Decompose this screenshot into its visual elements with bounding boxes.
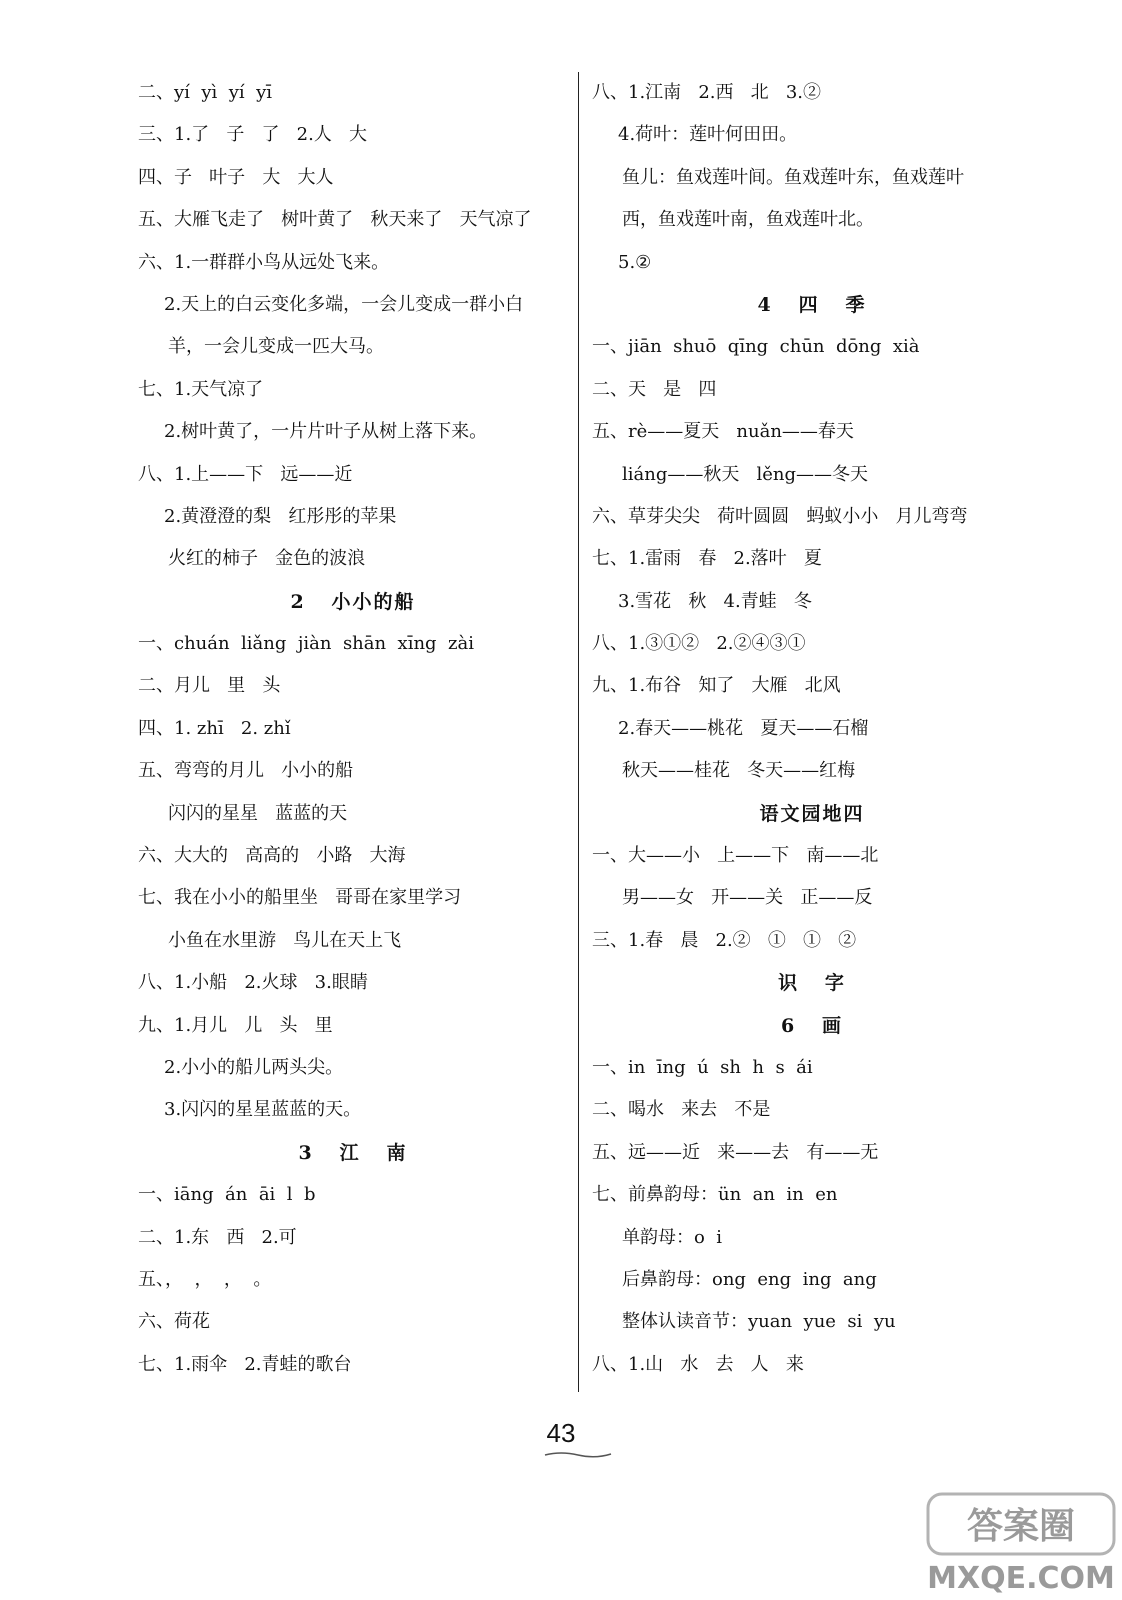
page-number-ornament [543, 1450, 613, 1458]
left-column [138, 72, 568, 1386]
right-answer-line: 后鼻韵母：ong eng ing ang [622, 1268, 877, 1290]
watermark-title: 答案圈 [966, 1506, 1076, 1547]
left-answer-line: 九、1.月儿 儿 头 里 [138, 1014, 333, 1036]
left-answer-line: 小鱼在水里游 鸟儿在天上飞 [168, 929, 402, 951]
right-answer-line: 4.荷叶：莲叶何田田。 [618, 124, 798, 146]
right-answer-line: 一、大——小 上——下 南——北 [592, 845, 879, 867]
right-answer-line: 男——女 开——关 正——反 [622, 887, 873, 909]
left-section-heading: 3 江 南 [298, 1141, 408, 1164]
left-answer-line: 2.天上的白云变化多端，一会儿变成一群小白 [164, 293, 524, 315]
page-number: 43 [546, 1418, 576, 1448]
left-answer-line: 八、1.上——下 远——近 [138, 463, 353, 485]
left-answer-line: 七、1.雨伞 2.青蛙的歌台 [138, 1353, 352, 1375]
left-answer-line: 六、1.一群群小鸟从远处飞来。 [138, 251, 390, 273]
right-answer-line: 八、1.江南 2.西 北 3.② [592, 82, 822, 103]
right-answer-line: 七、1.雷雨 春 2.落叶 夏 [592, 548, 822, 570]
left-answer-line: 六、荷花 [138, 1311, 210, 1333]
watermark-url: MXQE.COM [927, 1561, 1115, 1596]
right-answer-line: 五、rè——夏天 nuǎn——春天 [592, 421, 854, 443]
left-answer-line: 五、， ， ， 。 [138, 1268, 272, 1290]
left-answer-line: 2.黄澄澄的梨 红彤彤的苹果 [164, 505, 397, 527]
left-answer-line: 3.闪闪的星星蓝蓝的天。 [164, 1099, 362, 1121]
right-answer-line: 五、远——近 来——去 有——无 [592, 1141, 879, 1163]
right-answer-line: 二、天 是 四 [592, 378, 717, 400]
right-answer-line: 单韵母：o i [622, 1226, 723, 1248]
right-answer-line: 七、前鼻韵母：ün an in en [592, 1184, 838, 1206]
right-section-heading: 6 画 [780, 1014, 844, 1037]
left-answer-line: 七、我在小小的船里坐 哥哥在家里学习 [138, 887, 462, 909]
left-answer-line: 四、子 叶子 大 大人 [138, 166, 334, 188]
right-answer-line: 鱼儿：鱼戏莲叶间。鱼戏莲叶东，鱼戏莲叶 [622, 166, 964, 188]
left-answer-line: 2.树叶黄了，一片片叶子从树上落下来。 [164, 421, 488, 443]
column-divider [578, 72, 579, 1392]
left-answer-line: 一、iāng án āi l b [138, 1184, 316, 1206]
left-section-heading: 2 小小的船 [290, 590, 416, 613]
right-answer-line: 5.② [618, 251, 652, 273]
left-answer-line: 六、大大的 高高的 小路 大海 [138, 845, 406, 867]
left-answer-line: 二、1.东 西 2.可 [138, 1226, 297, 1248]
right-answer-line: 2.春天——桃花 夏天——石榴 [618, 717, 869, 739]
left-answer-line: 七、1.天气凉了 [138, 378, 264, 400]
right-answer-line: 二、喝水 来去 不是 [592, 1099, 771, 1121]
right-answer-line: 整体认读音节：yuan yue si yu [622, 1311, 896, 1333]
right-answer-line: 一、jiān shuō qīng chūn dōng xià [592, 336, 920, 358]
right-answer-line: liáng——秋天 lěng——冬天 [622, 463, 869, 485]
left-answer-line: 闪闪的星星 蓝蓝的天 [168, 802, 348, 824]
left-answer-line: 五、大雁飞走了 树叶黄了 秋天来了 天气凉了 [138, 209, 532, 231]
right-answer-line: 九、1.布谷 知了 大雁 北风 [592, 675, 841, 697]
watermark-logo [926, 1492, 1116, 1596]
right-answer-line: 八、1.山 水 去 人 来 [592, 1353, 804, 1375]
right-answer-line: 八、1.③①② 2.②④③① [592, 633, 806, 655]
left-answer-line: 2.小小的船儿两头尖。 [164, 1056, 344, 1078]
left-answer-line: 八、1.小船 2.火球 3.眼睛 [138, 972, 368, 994]
left-answer-line: 火红的柿子 金色的波浪 [168, 548, 366, 570]
left-answer-line: 五、弯弯的月儿 小小的船 [138, 760, 354, 782]
left-answer-line: 二、月儿 里 头 [138, 675, 281, 697]
left-answer-line: 四、1. zhī 2. zhǐ [138, 717, 291, 739]
right-answer-line: 西，鱼戏莲叶南，鱼戏莲叶北。 [622, 209, 874, 231]
left-answer-line: 羊，一会儿变成一匹大马。 [168, 336, 384, 358]
left-answer-line: 一、chuán liǎng jiàn shān xīng zài [138, 633, 474, 655]
right-column [592, 72, 1032, 1386]
left-answer-line: 三、1.了 子 了 2.人 大 [138, 124, 368, 146]
right-section-heading: 语文园地四 [759, 802, 865, 825]
left-answer-line: 二、yí yì yí yī [138, 82, 273, 103]
right-answer-line: 六、草芽尖尖 荷叶圆圆 蚂蚁小小 月儿弯弯 [592, 505, 968, 527]
right-section-heading: 识 字 [778, 972, 846, 995]
right-answer-line: 三、1.春 晨 2.② ① ① ② [592, 929, 857, 951]
right-section-heading: 4 四 季 [757, 293, 867, 316]
right-answer-line: 3.雪花 秋 4.青蛙 冬 [618, 590, 812, 612]
right-answer-line: 秋天——桂花 冬天——红梅 [622, 760, 856, 782]
right-answer-line: 一、in īng ú sh h s ái [592, 1056, 813, 1078]
